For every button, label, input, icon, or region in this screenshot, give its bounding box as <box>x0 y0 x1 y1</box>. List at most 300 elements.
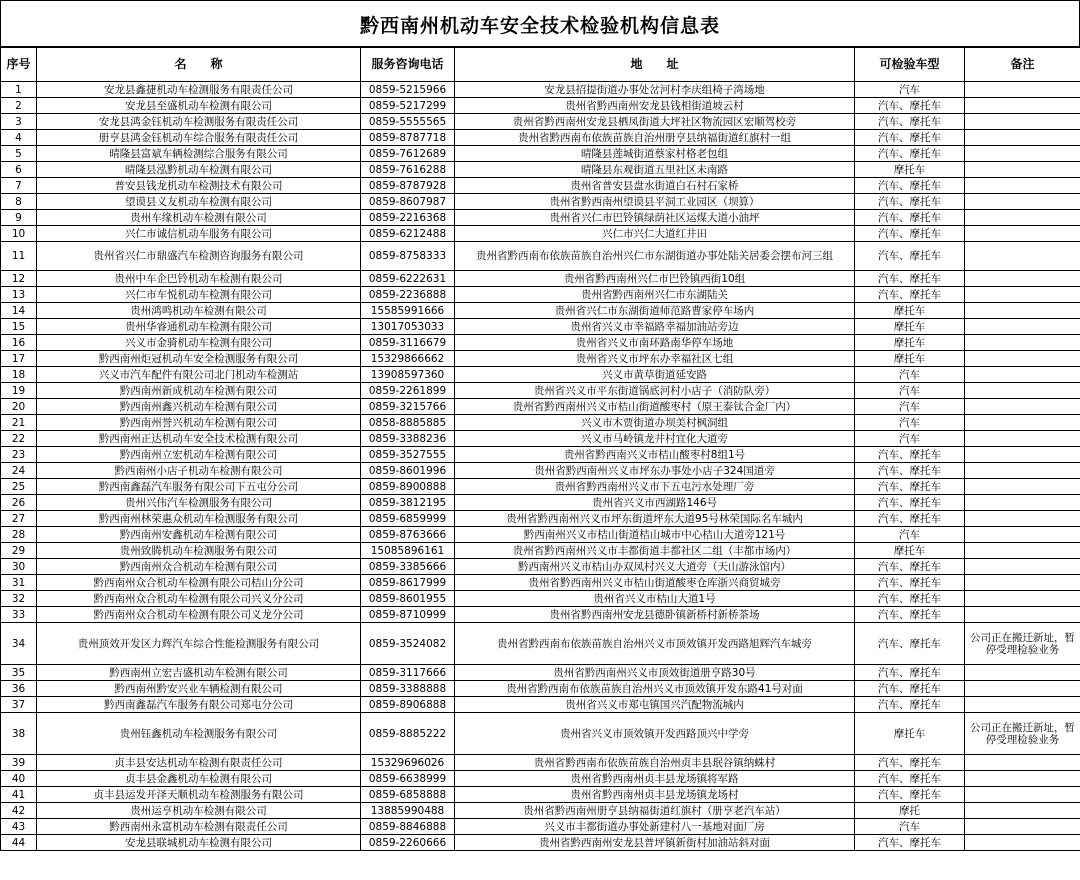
row-note <box>965 226 1080 242</box>
row-note <box>965 335 1080 351</box>
row-address: 贵州省黔西南州兴义市桔山街道酸枣村（原王泰钛合金厂内） <box>455 399 855 415</box>
row-address: 贵州省黔西南州安龙县德卧镇新桥村新桥茶场 <box>455 607 855 623</box>
row-phone: 0859-8900888 <box>361 479 455 495</box>
row-note <box>965 399 1080 415</box>
row-seq: 22 <box>1 431 37 447</box>
row-vehicle-types: 汽车、摩托车 <box>855 130 965 146</box>
row-vehicle-types: 汽车、摩托车 <box>855 511 965 527</box>
row-address: 贵州省黔西南布依族苗族自治州册亨县纳福街道红旗村一组 <box>455 130 855 146</box>
table-row <box>1 819 1080 835</box>
row-name: 贵州致腾机动车检测服务有限公司 <box>37 543 361 559</box>
table-row <box>1 697 1080 713</box>
table-row <box>1 463 1080 479</box>
row-phone: 0859-2236888 <box>361 287 455 303</box>
row-seq: 39 <box>1 755 37 771</box>
row-address: 贵州省兴义市南环路南华停车场地 <box>455 335 855 351</box>
row-seq: 38 <box>1 713 37 755</box>
table-row <box>1 399 1080 415</box>
row-address: 贵州省兴义市西湖路146号 <box>455 495 855 511</box>
row-vehicle-types: 汽车、摩托车 <box>855 242 965 271</box>
row-address: 贵州省黔西南州贞丰县龙场镇龙场村 <box>455 787 855 803</box>
row-phone: 13908597360 <box>361 367 455 383</box>
row-address: 贵州省黔西南布依族苗族自治州兴仁市东湖街道办事处陆关居委会摆布河三组 <box>455 242 855 271</box>
row-vehicle-types: 汽车、摩托车 <box>855 146 965 162</box>
row-address: 晴隆县东观街道五里社区未南路 <box>455 162 855 178</box>
row-name: 贞丰县运发开泽天顺机动车检测服务有限公司 <box>37 787 361 803</box>
row-name: 黔西南州小店子机动车检测有限公司 <box>37 463 361 479</box>
row-note <box>965 771 1080 787</box>
table-body <box>1 82 1080 851</box>
row-phone: 0859-8710999 <box>361 607 455 623</box>
row-seq: 36 <box>1 681 37 697</box>
row-note <box>965 479 1080 495</box>
row-seq: 4 <box>1 130 37 146</box>
row-note: 公司正在搬迁新址，暂停受理检验业务 <box>965 623 1080 665</box>
row-seq: 1 <box>1 82 37 98</box>
row-seq: 42 <box>1 803 37 819</box>
row-name: 黔西南鑫磊汽车服务有限公司郑屯分公司 <box>37 697 361 713</box>
row-vehicle-types: 汽车 <box>855 819 965 835</box>
table-row <box>1 210 1080 226</box>
row-name: 黔西南鑫磊汽车服务有限公司下五屯分公司 <box>37 479 361 495</box>
row-vehicle-types: 汽车、摩托车 <box>855 226 965 242</box>
row-note <box>965 130 1080 146</box>
row-note <box>965 82 1080 98</box>
row-name: 黔西南州黔安兴业车辆检测有限公司 <box>37 681 361 697</box>
row-address: 贵州省黔西南州兴义市坪东街道坪东大道95号林荣国际名车城内 <box>455 511 855 527</box>
row-vehicle-types: 汽车、摩托车 <box>855 771 965 787</box>
row-address: 贵州省黔西南州安龙县普坪镇新街村加油站斜对面 <box>455 835 855 851</box>
row-address: 贵州省黔西南州兴义市坪东办事处小店子324国道旁 <box>455 463 855 479</box>
row-phone: 0859-2261899 <box>361 383 455 399</box>
row-phone: 15085896161 <box>361 543 455 559</box>
table-row <box>1 543 1080 559</box>
row-vehicle-types: 汽车、摩托车 <box>855 681 965 697</box>
row-note <box>965 210 1080 226</box>
row-vehicle-types: 汽车、摩托车 <box>855 575 965 591</box>
row-name: 晴隆县泓黔机动车检测有限公司 <box>37 162 361 178</box>
row-address: 兴义市丰都街道办事处新建村八一基地对面厂房 <box>455 819 855 835</box>
row-vehicle-types: 汽车、摩托车 <box>855 271 965 287</box>
row-note <box>965 787 1080 803</box>
row-note <box>965 681 1080 697</box>
row-note <box>965 319 1080 335</box>
table-row <box>1 226 1080 242</box>
header-address: 地 址 <box>455 47 855 82</box>
row-phone: 0859-8607987 <box>361 194 455 210</box>
table-row <box>1 623 1080 665</box>
row-seq: 24 <box>1 463 37 479</box>
row-vehicle-types: 汽车 <box>855 82 965 98</box>
row-vehicle-types: 汽车 <box>855 431 965 447</box>
row-seq: 29 <box>1 543 37 559</box>
row-seq: 33 <box>1 607 37 623</box>
row-seq: 17 <box>1 351 37 367</box>
row-phone: 0859-3388888 <box>361 681 455 697</box>
table-row <box>1 194 1080 210</box>
row-seq: 14 <box>1 303 37 319</box>
row-note <box>965 242 1080 271</box>
row-address: 贵州省兴仁市东湖街道师范路曹家停车场内 <box>455 303 855 319</box>
row-seq: 37 <box>1 697 37 713</box>
row-name: 贵州顶效开发区力辉汽车综合性能检测服务有限公司 <box>37 623 361 665</box>
table-row <box>1 559 1080 575</box>
row-note: 公司正在搬迁新址，暂停受理检验业务 <box>965 713 1080 755</box>
row-seq: 27 <box>1 511 37 527</box>
row-vehicle-types: 汽车、摩托车 <box>855 287 965 303</box>
row-vehicle-types: 汽车、摩托车 <box>855 194 965 210</box>
row-phone: 0859-8846888 <box>361 819 455 835</box>
row-phone: 0859-3524082 <box>361 623 455 665</box>
row-note <box>965 287 1080 303</box>
table-row <box>1 755 1080 771</box>
row-name: 贵州运亨机动车检测有限公司 <box>37 803 361 819</box>
row-address: 黔西南州兴义市桔山办双凤村兴义大道旁（天山游泳馆内） <box>455 559 855 575</box>
row-seq: 28 <box>1 527 37 543</box>
row-name: 册亨县鸿金钰机动车综合服务有限责任公司 <box>37 130 361 146</box>
row-name: 贵州华睿通机动车检测有限公司 <box>37 319 361 335</box>
row-phone: 0859-8601955 <box>361 591 455 607</box>
row-phone: 0859-8906888 <box>361 697 455 713</box>
table-row <box>1 178 1080 194</box>
row-seq: 34 <box>1 623 37 665</box>
row-vehicle-types: 汽车、摩托车 <box>855 114 965 130</box>
row-address: 安龙县招提街道办事处岔河村李庆组椅子湾场地 <box>455 82 855 98</box>
row-name: 晴隆县富斌车辆检测综合服务有限公司 <box>37 146 361 162</box>
row-note <box>965 835 1080 851</box>
row-name: 黔西南州众合机动车检测有限公司桔山分公司 <box>37 575 361 591</box>
row-seq: 21 <box>1 415 37 431</box>
row-name: 贞丰县金鑫机动车检测有限公司 <box>37 771 361 787</box>
row-name: 黔西南州正达机动车安全技术检测有限公司 <box>37 431 361 447</box>
row-seq: 7 <box>1 178 37 194</box>
row-address: 贵州省兴义市平东街道锅底河村小店子（消防队旁） <box>455 383 855 399</box>
row-note <box>965 607 1080 623</box>
row-address: 贵州省黔西南州安龙县栖凤街道大坪社区物流园区宏顺驾校旁 <box>455 114 855 130</box>
row-phone: 0859-8787928 <box>361 178 455 194</box>
row-seq: 9 <box>1 210 37 226</box>
row-note <box>965 194 1080 210</box>
row-seq: 13 <box>1 287 37 303</box>
row-address: 贵州省兴义市幸福路幸福加油站旁边 <box>455 319 855 335</box>
row-seq: 6 <box>1 162 37 178</box>
row-phone: 15329866662 <box>361 351 455 367</box>
inspection-agency-table <box>0 46 1080 851</box>
row-phone: 13017053033 <box>361 319 455 335</box>
row-note <box>965 303 1080 319</box>
row-phone: 0859-6638999 <box>361 771 455 787</box>
header-name: 名 称 <box>37 47 361 82</box>
row-address: 兴义市木贾街道办坝美村枫洞组 <box>455 415 855 431</box>
row-phone: 0859-8601996 <box>361 463 455 479</box>
table-row <box>1 114 1080 130</box>
row-seq: 44 <box>1 835 37 851</box>
row-seq: 11 <box>1 242 37 271</box>
row-note <box>965 495 1080 511</box>
row-phone: 0859-7616288 <box>361 162 455 178</box>
row-seq: 19 <box>1 383 37 399</box>
row-address: 贵州省兴仁市巴铃镇绿荫社区运煤大道小油坪 <box>455 210 855 226</box>
row-vehicle-types: 汽车、摩托车 <box>855 98 965 114</box>
row-name: 贵州鸿鸣机动车检测有限公司 <box>37 303 361 319</box>
table-row <box>1 367 1080 383</box>
page-title: 黔西南州机动车安全技术检验机构信息表 <box>0 0 1080 48</box>
row-phone: 0859-6212488 <box>361 226 455 242</box>
row-vehicle-types: 汽车、摩托车 <box>855 559 965 575</box>
row-phone: 0859-5215966 <box>361 82 455 98</box>
row-note <box>965 575 1080 591</box>
row-seq: 41 <box>1 787 37 803</box>
table-row <box>1 335 1080 351</box>
row-vehicle-types: 汽车、摩托车 <box>855 835 965 851</box>
header-phone: 服务咨询电话 <box>361 47 455 82</box>
row-name: 贵州钰鑫机动车检测服务有限公司 <box>37 713 361 755</box>
row-name: 黔西南州誉兴机动车检测有限公司 <box>37 415 361 431</box>
row-vehicle-types: 汽车、摩托车 <box>855 607 965 623</box>
row-note <box>965 511 1080 527</box>
table-row <box>1 495 1080 511</box>
row-address: 贵州省黔西南州兴义市下五屯污水处理厂旁 <box>455 479 855 495</box>
row-address: 贵州省兴义市郑屯镇国兴汽配物流城内 <box>455 697 855 713</box>
row-name: 安龙县鑫捷机动车检测服务有限责任公司 <box>37 82 361 98</box>
table-row <box>1 242 1080 271</box>
header-vehicle-types: 可检验车型 <box>855 47 965 82</box>
row-seq: 40 <box>1 771 37 787</box>
row-name: 黔西南州立宏机动车检测有限公司 <box>37 447 361 463</box>
row-address: 贵州省黔西南州兴仁市东湖陆关 <box>455 287 855 303</box>
row-vehicle-types: 汽车、摩托车 <box>855 463 965 479</box>
row-address: 晴隆县莲城街道蔡家村格老包组 <box>455 146 855 162</box>
table-row <box>1 98 1080 114</box>
row-name: 黔西南州众合机动车检测有限公司兴义分公司 <box>37 591 361 607</box>
row-name: 兴仁市诚信机动车服务有限公司 <box>37 226 361 242</box>
row-vehicle-types: 汽车 <box>855 527 965 543</box>
row-vehicle-types: 汽车 <box>855 383 965 399</box>
row-vehicle-types: 汽车 <box>855 367 965 383</box>
row-address: 贵州省兴义市顶效镇开发西路顶兴中学旁 <box>455 713 855 755</box>
table-row <box>1 271 1080 287</box>
row-note <box>965 527 1080 543</box>
row-note <box>965 415 1080 431</box>
row-name: 贵州车缘机动车检测有限公司 <box>37 210 361 226</box>
row-address: 兴义市黄草街道延安路 <box>455 367 855 383</box>
row-vehicle-types: 摩托车 <box>855 351 965 367</box>
row-phone: 0859-3812195 <box>361 495 455 511</box>
row-seq: 43 <box>1 819 37 835</box>
row-phone: 0859-8763666 <box>361 527 455 543</box>
table-row <box>1 431 1080 447</box>
row-vehicle-types: 汽车 <box>855 399 965 415</box>
table-row <box>1 383 1080 399</box>
row-phone: 0859-8617999 <box>361 575 455 591</box>
row-phone: 0859-3527555 <box>361 447 455 463</box>
row-phone: 0859-3116679 <box>361 335 455 351</box>
row-address: 兴义市马岭镇龙井村宜化大道旁 <box>455 431 855 447</box>
table-row <box>1 303 1080 319</box>
row-note <box>965 146 1080 162</box>
row-vehicle-types: 汽车、摩托车 <box>855 697 965 713</box>
row-name: 黔西南州林荣惠众机动车检测服务有限公司 <box>37 511 361 527</box>
table-row <box>1 479 1080 495</box>
row-seq: 26 <box>1 495 37 511</box>
table-header-row <box>1 47 1080 82</box>
row-address: 贵州省黔西南布依族苗族自治州兴义市顶效镇开发东路41号对面 <box>455 681 855 697</box>
row-phone: 0859-5555565 <box>361 114 455 130</box>
row-phone: 15585991666 <box>361 303 455 319</box>
row-vehicle-types: 摩托 <box>855 803 965 819</box>
header-seq: 序号 <box>1 47 37 82</box>
row-phone: 0858-8885885 <box>361 415 455 431</box>
row-phone: 0859-3117666 <box>361 665 455 681</box>
row-note <box>965 383 1080 399</box>
row-address: 贵州省黔西南布依族苗族自治州贞丰县珉谷镇纳蛛村 <box>455 755 855 771</box>
table-row <box>1 835 1080 851</box>
row-note <box>965 559 1080 575</box>
row-address: 贵州省黔西南布依族苗族自治州兴义市顶效镇开发西路旭辉汽车城旁 <box>455 623 855 665</box>
row-vehicle-types: 汽车、摩托车 <box>855 665 965 681</box>
row-seq: 23 <box>1 447 37 463</box>
row-name: 安龙县联城机动车检测有限公司 <box>37 835 361 851</box>
row-name: 兴义市金骑机动车检测有限公司 <box>37 335 361 351</box>
row-phone: 15329696026 <box>361 755 455 771</box>
row-name: 贵州兴伟汽车检测服务有限公司 <box>37 495 361 511</box>
row-phone: 0859-8787718 <box>361 130 455 146</box>
row-seq: 20 <box>1 399 37 415</box>
row-vehicle-types: 摩托车 <box>855 713 965 755</box>
row-seq: 25 <box>1 479 37 495</box>
row-name: 黔西南州立宏吉盛机动车检测有限公司 <box>37 665 361 681</box>
row-phone: 0859-8758333 <box>361 242 455 271</box>
table-row <box>1 511 1080 527</box>
table-row <box>1 713 1080 755</box>
row-note <box>965 162 1080 178</box>
row-note <box>965 755 1080 771</box>
row-name: 贵州省兴仁市鼎盛汽车检测咨询服务有限公司 <box>37 242 361 271</box>
table-row <box>1 771 1080 787</box>
row-vehicle-types: 摩托车 <box>855 543 965 559</box>
row-note <box>965 114 1080 130</box>
row-vehicle-types: 汽车、摩托车 <box>855 591 965 607</box>
row-phone: 0859-5217299 <box>361 98 455 114</box>
table-row <box>1 130 1080 146</box>
row-address: 贵州省兴义市桔山大道1号 <box>455 591 855 607</box>
row-note <box>965 367 1080 383</box>
row-note <box>965 463 1080 479</box>
row-note <box>965 803 1080 819</box>
row-seq: 8 <box>1 194 37 210</box>
row-name: 黔西南州安鑫机动车检测有限公司 <box>37 527 361 543</box>
row-address: 贵州省兴义市坪东办幸福社区七组 <box>455 351 855 367</box>
row-vehicle-types: 汽车 <box>855 415 965 431</box>
row-seq: 3 <box>1 114 37 130</box>
table-row <box>1 591 1080 607</box>
row-seq: 10 <box>1 226 37 242</box>
row-vehicle-types: 汽车、摩托车 <box>855 755 965 771</box>
row-address: 贵州省黔西南兴义市桔山酸枣村8组1号 <box>455 447 855 463</box>
row-address: 贵州省普安县盘水街道白石村石家桥 <box>455 178 855 194</box>
row-name: 黔西南州众合机动车检测有限公司 <box>37 559 361 575</box>
row-seq: 12 <box>1 271 37 287</box>
row-note <box>965 697 1080 713</box>
row-seq: 32 <box>1 591 37 607</box>
row-vehicle-types: 汽车、摩托车 <box>855 495 965 511</box>
row-note <box>965 665 1080 681</box>
table-row <box>1 575 1080 591</box>
row-phone: 0859-6859999 <box>361 511 455 527</box>
row-phone: 0859-6222631 <box>361 271 455 287</box>
row-vehicle-types: 汽车、摩托车 <box>855 210 965 226</box>
row-address: 兴仁市兴仁大道红井田 <box>455 226 855 242</box>
table-row <box>1 415 1080 431</box>
row-name: 贵州中车企巴铃机动车检测有限公司 <box>37 271 361 287</box>
row-phone: 0859-2216368 <box>361 210 455 226</box>
table-row <box>1 146 1080 162</box>
row-phone: 0859-8885222 <box>361 713 455 755</box>
table-row <box>1 787 1080 803</box>
row-vehicle-types: 汽车、摩托车 <box>855 787 965 803</box>
row-name: 黔西南州众合机动车检测有限公司义龙分公司 <box>37 607 361 623</box>
row-name: 黔西南州永富机动车检测有限责任公司 <box>37 819 361 835</box>
table-row <box>1 351 1080 367</box>
row-name: 黔西南州新成机动车检测有限公司 <box>37 383 361 399</box>
row-seq: 31 <box>1 575 37 591</box>
row-name: 贞丰县安达机动车检测有限责任公司 <box>37 755 361 771</box>
table-row <box>1 665 1080 681</box>
table-row <box>1 162 1080 178</box>
row-address: 贵州省黔西南州安龙县钱相街道坡云村 <box>455 98 855 114</box>
row-seq: 16 <box>1 335 37 351</box>
row-vehicle-types: 汽车、摩托车 <box>855 178 965 194</box>
row-address: 黔西南州兴义市桔山街道桔山城市中心桔山大道旁121号 <box>455 527 855 543</box>
row-name: 安龙县鸿金钰机动车检测服务有限责任公司 <box>37 114 361 130</box>
row-name: 黔西南州炬冠机动车安全检测服务有限公司 <box>37 351 361 367</box>
row-vehicle-types: 摩托车 <box>855 335 965 351</box>
row-phone: 13885990488 <box>361 803 455 819</box>
row-address: 贵州省黔西南州兴义市顶效街道册亨路30号 <box>455 665 855 681</box>
row-note <box>965 271 1080 287</box>
row-note <box>965 351 1080 367</box>
row-note <box>965 591 1080 607</box>
row-address: 贵州省黔西南州兴义市丰都街道丰都社区二组（丰都市场内） <box>455 543 855 559</box>
row-note <box>965 819 1080 835</box>
row-phone: 0859-2260666 <box>361 835 455 851</box>
row-name: 兴仁市车悦机动车检测有限公司 <box>37 287 361 303</box>
row-note <box>965 431 1080 447</box>
row-vehicle-types: 摩托车 <box>855 162 965 178</box>
row-vehicle-types: 汽车、摩托车 <box>855 623 965 665</box>
table-row <box>1 681 1080 697</box>
row-seq: 2 <box>1 98 37 114</box>
row-note <box>965 447 1080 463</box>
table-row <box>1 607 1080 623</box>
table-row <box>1 82 1080 98</box>
row-phone: 0859-3388236 <box>361 431 455 447</box>
row-name: 黔西南州鑫兴机动车检测有限公司 <box>37 399 361 415</box>
row-note <box>965 178 1080 194</box>
table-row <box>1 447 1080 463</box>
row-address: 贵州省黔西南州贞丰县龙场镇将军路 <box>455 771 855 787</box>
row-seq: 18 <box>1 367 37 383</box>
row-phone: 0859-3385666 <box>361 559 455 575</box>
row-phone: 0859-3215766 <box>361 399 455 415</box>
table-row <box>1 287 1080 303</box>
row-address: 贵州省黔西南州望谟县平洞工业园区（坝算） <box>455 194 855 210</box>
row-name: 望谟县义友机动车检测有限公司 <box>37 194 361 210</box>
row-seq: 5 <box>1 146 37 162</box>
row-vehicle-types: 汽车、摩托车 <box>855 447 965 463</box>
row-note <box>965 98 1080 114</box>
row-note <box>965 543 1080 559</box>
